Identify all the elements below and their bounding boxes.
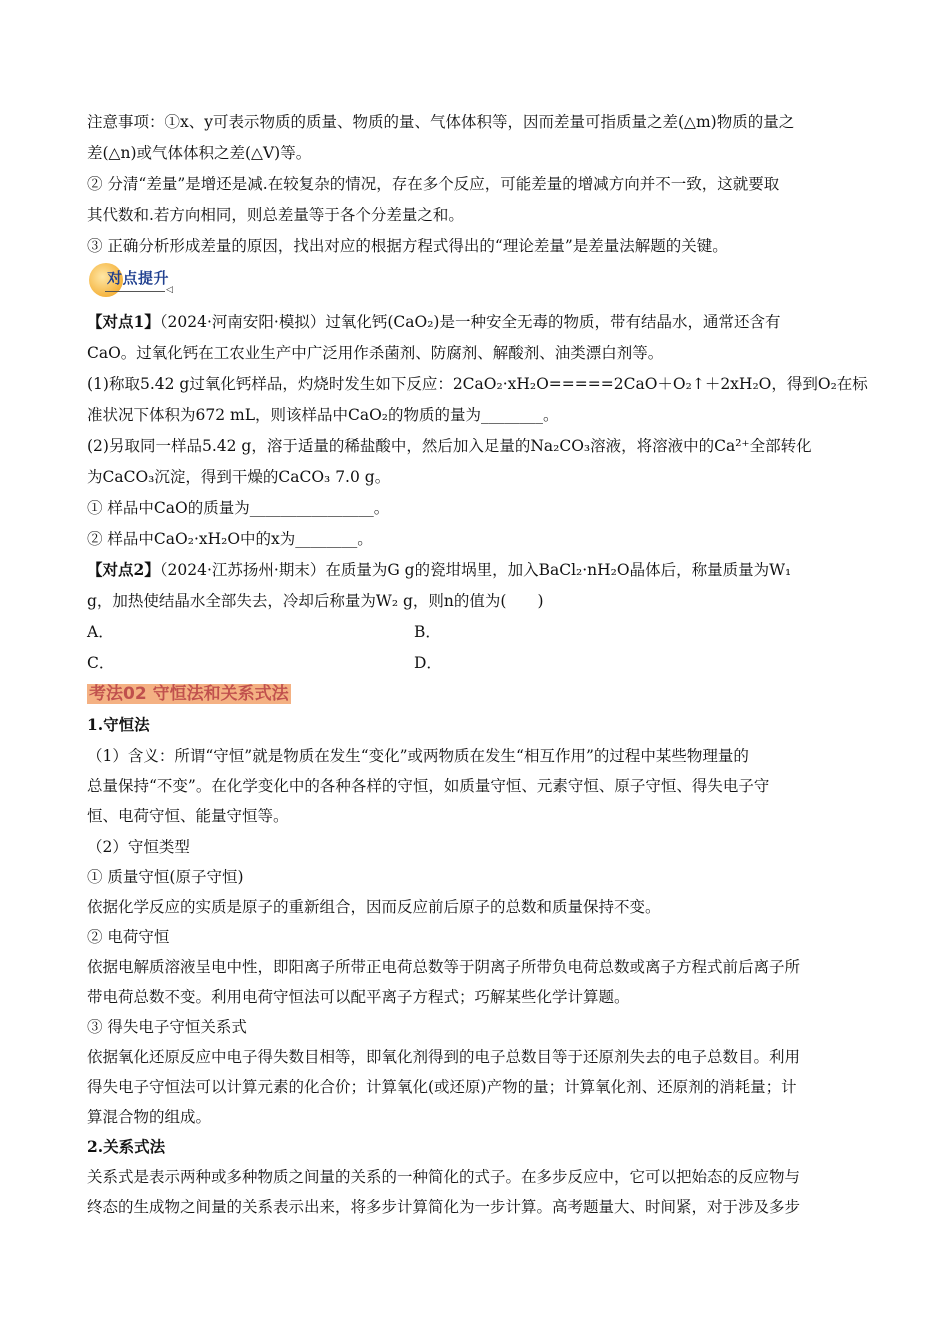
q1-line-5: (2)另取同一样品5.42 g，溶于适量的稀盐酸中，然后加入足量的Na₂CO₃溶液，将溶液中的Ca²⁺全部转化 [87, 437, 812, 455]
note-line-2: 差(△n)或气体体积之差(△V)等。 [87, 144, 312, 162]
para-line-12: 得失电子守恒法可以计算元素的化合价；计算氧化(或还原)产物的量；计算氧化剂、还原剂的消耗量；计 [87, 1078, 797, 1096]
badge-label: 对点提升 [107, 269, 170, 287]
heading-relation: 2.关系式法 [87, 1137, 166, 1156]
para-line-6: 依据化学反应的实质是原子的重新组合，因而反应前后原子的总数和质量保持不变。 [87, 898, 661, 916]
section-title-row [87, 683, 291, 705]
para-line-13: 算混合物的组成。 [87, 1108, 212, 1126]
note-line-5: ③ 正确分析形成差量的原因，找出对应的根据方程式得出的“理论差量”是差量法解题的关键。 [87, 237, 728, 255]
q1-line-6: 为CaCO₃沉淀，得到干燥的CaCO₃ 7.0 g。 [87, 468, 391, 486]
note-line-1: 注意事项：①x、y可表示物质的质量、物质的量、气体体积等，因而差量可指质量之差(△m)物质的量之 [87, 113, 795, 131]
q1-line-3: (1)称取5.42 g过氧化钙样品，灼烧时发生如下反应：2CaO₂·xH₂O=====2CaO＋O₂↑＋2xH₂O，得到O₂在标 [87, 375, 868, 393]
para-line-4: （2）守恒类型 [87, 838, 190, 856]
q1-line-1 [87, 311, 780, 333]
q1-line-4: 准状况下体积为672 mL，则该样品中CaO₂的物质的量为________。 [87, 406, 559, 424]
q2-line-2: g，加热使结晶水全部失去，冷却后称量为W₂ g，则n的值为( ) [87, 592, 544, 610]
badge-arrow-icon: ◁ [166, 285, 173, 295]
para-line-3: 恒、电荷守恒、能量守恒等。 [87, 807, 289, 825]
para-line-9: 带电荷总数不变。利用电荷守恒法可以配平离子方程式；巧解某些化学计算题。 [87, 988, 630, 1006]
note-line-3: ② 分清“差量”是增还是减.在较复杂的情况，存在多个反应，可能差量的增减方向并不一致，这就要取 [87, 175, 780, 193]
q2-option-d: D． [414, 654, 442, 672]
para-line-7: ② 电荷守恒 [87, 928, 170, 946]
heading-conservation: 1.守恒法 [87, 715, 150, 734]
q1-tag: 【对点1】 [87, 312, 160, 331]
para-line-15: 终态的生成物之间量的关系表示出来，将多步计算简化为一步计算。高考题量大、时间紧，对于涉及多步 [87, 1198, 801, 1216]
q1-text-1: （2024·河南安阳·模拟）过氧化钙(CaO₂)是一种安全无毒的物质，带有结晶水，通常还含有 [159, 313, 781, 331]
q2-option-b: B． [414, 623, 441, 641]
para-line-8: 依据电解质溶液呈电中性，即阳离子所带正电荷总数等于阴离子所带负电荷总数或离子方程式前后离子所 [87, 958, 801, 976]
practice-badge [87, 263, 185, 299]
badge-underline [105, 291, 165, 292]
para-line-2: 总量保持“不变”。在化学变化中的各种各样的守恒，如质量守恒、元素守恒、原子守恒、得失电子守 [87, 777, 770, 795]
section-title: 考法02 守恒法和关系式法 [89, 684, 289, 704]
para-line-10: ③ 得失电子守恒关系式 [87, 1018, 247, 1036]
q2-option-c: C． [87, 654, 115, 672]
q2-line-1 [87, 559, 791, 581]
para-line-1: （1）含义：所谓“守恒”就是物质在发生“变化”或两物质在发生“相互作用”的过程中某些物理量的 [87, 747, 749, 765]
q1-line-2: CaO。过氧化钙在工农业生产中广泛用作杀菌剂、防腐剂、解酸剂、油类漂白剂等。 [87, 344, 664, 362]
q1-line-7: ① 样品中CaO的质量为________________。 [87, 499, 390, 517]
note-line-4: 其代数和.若方向相同，则总差量等于各个分差量之和。 [87, 206, 464, 224]
para-line-5: ① 质量守恒(原子守恒) [87, 868, 244, 886]
q2-tag: 【对点2】 [87, 560, 160, 579]
q2-option-a: A． [87, 623, 114, 641]
q2-text-1: （2024·江苏扬州·期末）在质量为G g的瓷坩埚里，加入BaCl₂·nH₂O晶体后，称量质量为W₁ [159, 561, 792, 579]
q1-line-8: ② 样品中CaO₂·xH₂O中的x为________。 [87, 530, 373, 548]
para-line-11: 依据氧化还原反应中电子得失数目相等，即氧化剂得到的电子总数目等于还原剂失去的电子总数目。利用 [87, 1048, 801, 1066]
para-line-14: 关系式是表示两种或多种物质之间量的关系的一种简化的式子。在多步反应中，它可以把始态的反应物与 [87, 1168, 801, 1186]
